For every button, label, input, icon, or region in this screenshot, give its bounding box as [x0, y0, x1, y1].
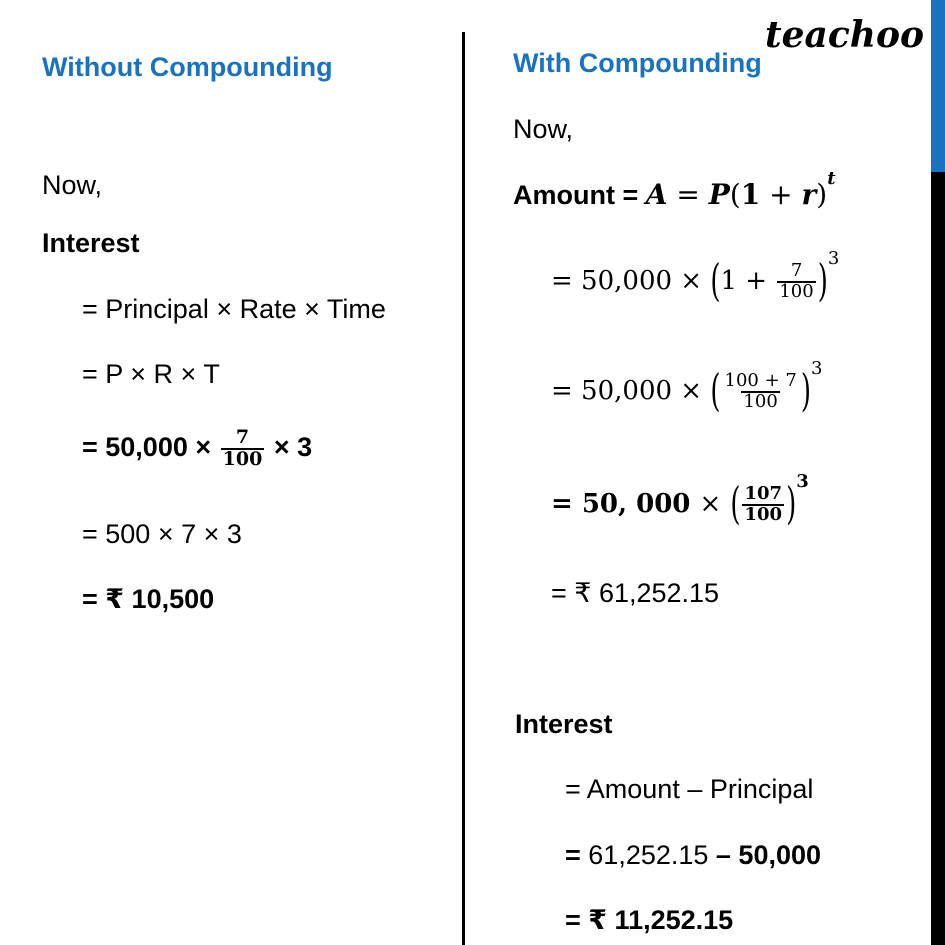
left-heading: Without Compounding [42, 52, 333, 82]
left-step3-suffix: × 3 [273, 432, 313, 463]
column-divider [462, 32, 465, 945]
left-step-substitution [82, 428, 312, 470]
minus-principal: – 50,000 [708, 840, 822, 870]
close-paren: ) [786, 479, 797, 531]
close-paren: ) [800, 366, 811, 418]
left-result: = ₹ 10,500 [82, 584, 215, 614]
right-interest-label: Interest [515, 709, 613, 739]
times-sign: × [699, 488, 722, 519]
close-paren: ) [817, 256, 828, 308]
amount-value: 61,252.15 [588, 840, 709, 870]
left-step-multiply: = 500 × 7 × 3 [82, 519, 242, 549]
fraction-numerator: 107 [744, 483, 783, 504]
right-heading: With Compounding [513, 48, 762, 78]
left-interest-label: Interest [42, 228, 140, 258]
amount-label: Amount = [513, 180, 646, 210]
open-paren: ( [729, 178, 741, 211]
fraction-numerator: 7 [235, 426, 250, 448]
fraction-7-over-100 [777, 262, 815, 302]
fraction-107-over-100 [723, 372, 799, 412]
open-paren: ( [730, 479, 741, 531]
right-interest-result: = ₹ 11,252.15 [565, 905, 734, 935]
exponent: 3 [827, 248, 840, 269]
open-paren: ( [710, 256, 721, 308]
exponent: 3 [811, 358, 823, 379]
left-step-formula-symbols: = P × R × T [82, 359, 220, 389]
right-now: Now, [513, 114, 574, 144]
left-step-formula-words: = Principal × Rate × Time [82, 294, 386, 324]
fraction-numerator: 7 [790, 260, 803, 281]
one: 1 [740, 178, 761, 211]
var-t: t [827, 168, 836, 189]
var-A: A [645, 178, 668, 211]
fraction-denominator: 100 [779, 280, 814, 302]
sidebar-accent [931, 0, 945, 172]
close-paren: ) [816, 178, 828, 211]
right-amount-result: = ₹ 61,252.15 [551, 578, 720, 608]
right-amount-formula [513, 168, 836, 211]
right-interest-formula: = Amount – Principal [565, 774, 814, 804]
right-line-1 [551, 248, 840, 308]
exponent: 3 [796, 471, 809, 492]
right-line-2 [551, 358, 823, 418]
line1-prefix: = 50,000 × [551, 265, 703, 296]
left-step3-prefix: = 50,000 × [82, 432, 212, 463]
plus-sign: + [760, 178, 802, 211]
fraction-7-over-100 [221, 428, 265, 470]
open-paren: ( [710, 366, 721, 418]
fraction-denominator: 100 [744, 503, 783, 525]
var-P: P [708, 178, 730, 211]
right-interest-substitution [565, 840, 821, 871]
fraction-denominator: 100 [743, 390, 778, 412]
left-now: Now, [42, 170, 103, 200]
equals-sign: = [667, 178, 709, 211]
line3-prefix: = 50, 000 [551, 488, 691, 519]
fraction-numerator: 100 + 7 [724, 370, 797, 391]
line2-prefix: = 50,000 × [551, 375, 703, 406]
var-r: r [801, 178, 817, 211]
fraction-denominator: 100 [222, 447, 263, 470]
fraction-107-over-100 [742, 485, 784, 525]
right-line-3 [551, 471, 809, 531]
line1-one-plus: 1 + [720, 265, 776, 296]
brand-logo: teachoo [765, 14, 924, 56]
equals-sign: = [565, 840, 589, 870]
